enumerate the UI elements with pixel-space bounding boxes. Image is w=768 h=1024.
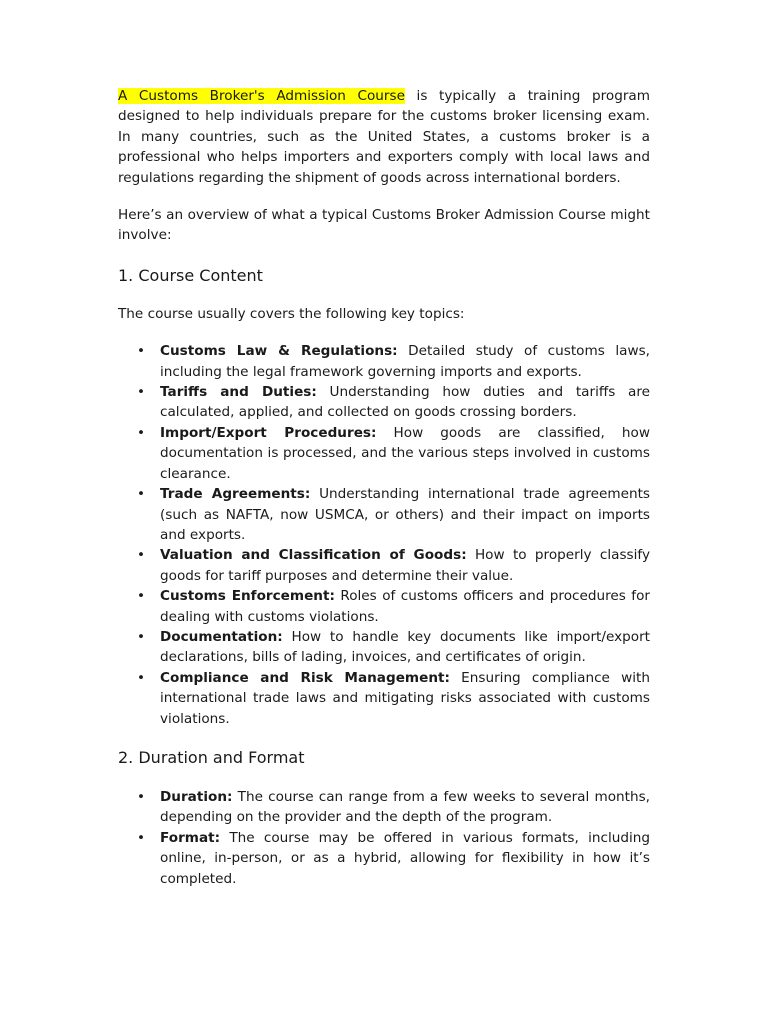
bullet-icon: • <box>137 424 146 441</box>
bullet-icon: • <box>137 669 146 686</box>
topic-text: Understanding how duties and tariffs are calculated, applied, and collected on goods crossing borders. <box>160 384 650 421</box>
topic-term: Customs Enforcement: <box>160 588 335 605</box>
topic-text: Detailed study of customs laws, including the legal framework governing imports and exports. <box>160 343 651 380</box>
bullet-icon: • <box>137 384 146 401</box>
topic-text: Roles of customs officers and procedures for dealing with customs violations. <box>160 588 651 625</box>
format-term: Duration: <box>160 788 233 805</box>
document-page <box>118 86 650 889</box>
topic-text: How goods are classified, how documentation is processed, and the various steps involved in customs clearance. <box>160 424 650 482</box>
list-item <box>118 586 650 627</box>
topic-text: How to properly classify goods for tariff purposes and determine their value. <box>160 547 650 584</box>
section2-heading: 2. Duration and Format <box>118 747 305 767</box>
bullet-icon: • <box>137 628 146 645</box>
topic-text: Ensuring compliance with international trade laws and mitigating risks associated with customs violations. <box>160 669 650 727</box>
topic-term: Tariffs and Duties: <box>160 384 317 401</box>
topic-term: Customs Law & Regulations: <box>160 343 398 360</box>
format-text: The course may be offered in various formats, including online, in-person, or as a hybrid, allowing for flexibility in how it’s completed. <box>160 829 650 887</box>
format-term: Format: <box>160 829 221 846</box>
list-item <box>118 668 650 729</box>
bullet-icon: • <box>137 829 146 846</box>
list-item <box>118 787 650 828</box>
intro-text: is typically a training program designed to help individuals prepare for the customs broker licensing exam. In many countries, such as the United States, a customs broker is a professional who helps importers and exporters comply with local laws and regulations regarding the shipment of goods across international borders. <box>118 88 650 186</box>
list-item <box>118 545 650 586</box>
topic-term: Trade Agreements: <box>160 486 311 503</box>
format-text: The course can range from a few weeks to several months, depending on the provider and the depth of the program. <box>160 788 650 826</box>
list-item <box>118 828 650 889</box>
bullet-icon: • <box>137 486 146 503</box>
duration-format-list <box>118 787 650 889</box>
list-item <box>118 341 650 382</box>
list-item <box>118 423 650 484</box>
list-item <box>118 484 650 545</box>
bullet-icon: • <box>137 788 146 805</box>
topic-text: How to handle key documents like import/export declarations, bills of lading, invoices, and certificates of origin. <box>160 628 650 666</box>
topic-text: Understanding international trade agreements (such as NAFTA, now USMCA, or others) and their impact on imports and exports. <box>160 486 650 543</box>
intro-paragraph <box>118 86 650 188</box>
topic-term: Documentation: <box>160 628 283 645</box>
overview-paragraph: Here’s an overview of what a typical Customs Broker Admission Course might involve: <box>118 207 650 244</box>
section1-heading: 1. Course Content <box>118 265 263 285</box>
list-item <box>118 627 650 668</box>
course-topics-list <box>118 341 650 729</box>
list-item <box>118 382 650 423</box>
bullet-icon: • <box>137 547 146 564</box>
highlighted-title: A Customs Broker's Admission Course <box>118 88 405 104</box>
section1-lead: The course usually covers the following key topics: <box>118 305 465 322</box>
bullet-icon: • <box>137 588 146 605</box>
topic-term: Compliance and Risk Management: <box>160 669 450 686</box>
bullet-icon: • <box>137 343 146 360</box>
topic-term: Valuation and Classification of Goods: <box>160 547 467 564</box>
topic-term: Import/Export Procedures: <box>160 424 377 441</box>
